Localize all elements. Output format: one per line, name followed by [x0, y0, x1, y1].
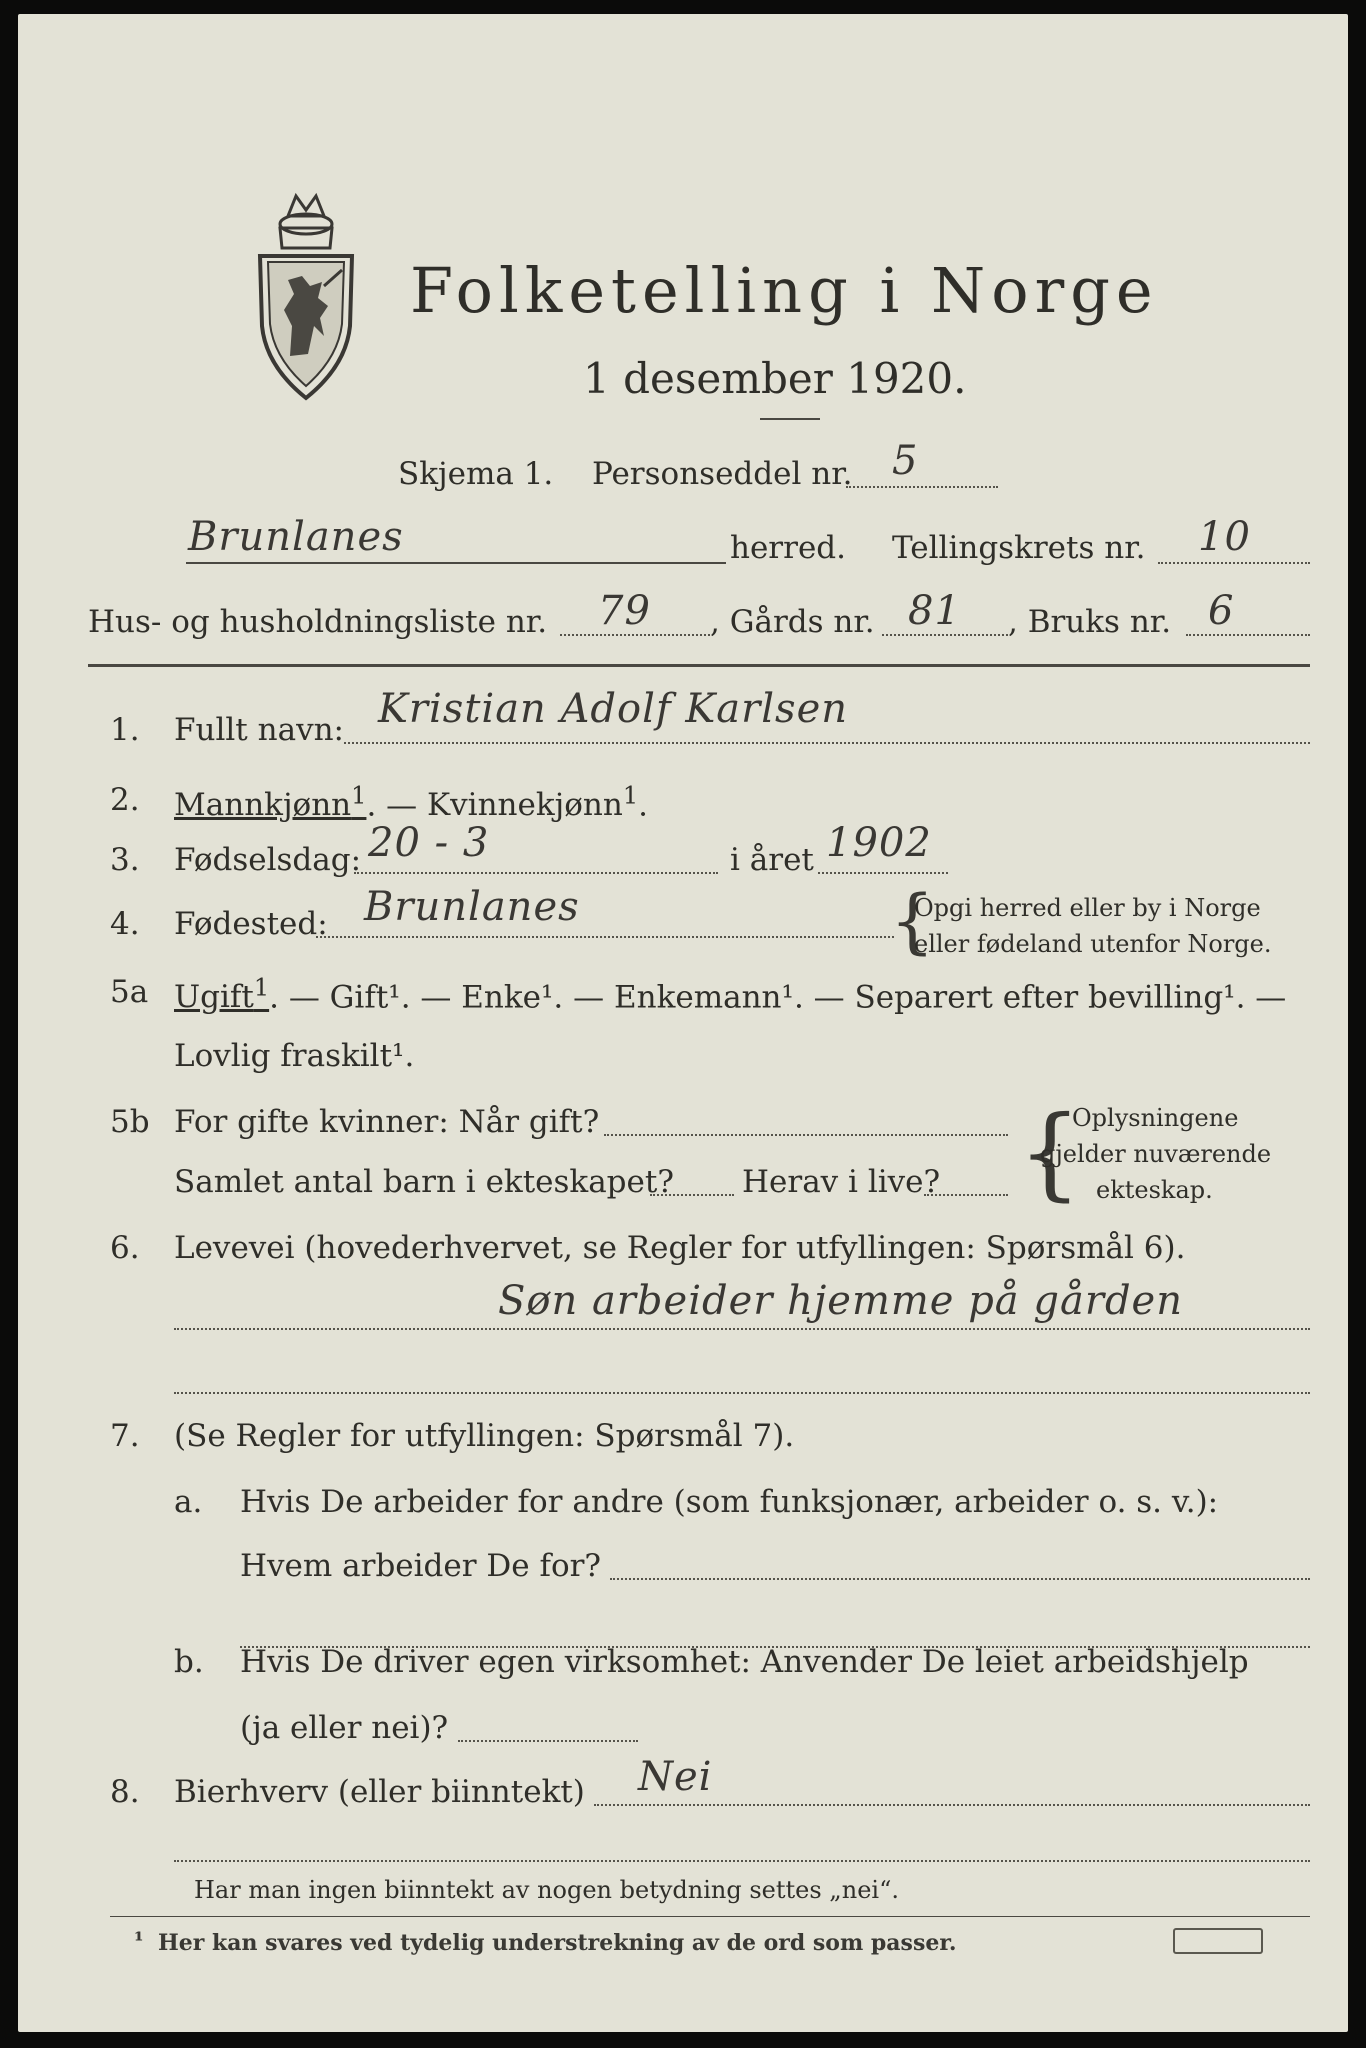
q7-number: 7. — [110, 1418, 140, 1454]
q5b-note-3: ekteskap. — [1096, 1176, 1213, 1204]
ugift-option[interactable]: Ugift$^1$ — [174, 974, 270, 1016]
personseddel-value[interactable]: 5 — [892, 438, 919, 484]
occupation-value[interactable]: Søn arbeider hjemme på gården — [498, 1278, 1183, 1324]
husliste-value[interactable]: 79 — [598, 588, 651, 634]
q7b-label-2: (ja eller nei)? — [240, 1710, 449, 1746]
q5b-label-3: Herav i live? — [742, 1164, 941, 1200]
aret-label: i året — [730, 842, 814, 878]
q7b-label-1: Hvis De driver egen virksomhet: Anvender De leiet arbeidshjelp — [240, 1644, 1249, 1680]
census-form: Folketelling i Norge 1 desember 1920. Skjema 1. Personseddel nr. 5 Brunlanes herred. Tellingskrets nr. 10 Hus- og husholdningsliste nr. 79 , Gårds nr. 81 , Bruks nr. 6 1. Fullt navn: Kristian Adolf Karlsen 2. Mannkjønn$^1$. — Kvinnekjønn$^1$. 3. Fødselsdag: 20 - 3 i året 1902 4. Fødested: Brunlanes { Opgi herred eller by i Norge eller fødeland utenfor Norge. 5a Ugift$^1$. — Gift¹. — Enke¹. — Enkemann¹. — Separert efter bevilling¹. — Lovlig fraskilt¹. 5b For gifte kvinner: Når gift? Samlet antal barn i ekteskapet? Herav i live? { Oplysningene gjelder nuværende ekteskap. 6. Levevei (hovederhvervet, se Regler for utfyllingen: Spørsmål 6). Søn arbeider hjemme på gården 7. (Se Regler for utfyllingen: Spørsmål 7). a. Hvis De arbeider for andre (som funksjonær, arbeider o. s. v.): Hvem arbeider De for? b. Hvis De driver egen virksomhet: Anvender De leiet arbeidshjelp (ja eller nei)? 8. Bierhverv (eller biinntekt) Nei Har man ingen biinntekt av nogen betydning settes „nei“. ¹ Her kan svares ved tydelig understrekning av de ord som passer. — [18, 14, 1348, 2032]
marital-status-options: Ugift$^1$. — Gift¹. — Enke¹. — Enkemann¹. — Separert efter bevilling¹. — — [174, 974, 1287, 1016]
birthplace-note-2: eller fødeland utenfor Norge. — [914, 930, 1272, 958]
mannkjonn-option[interactable]: Mannkjønn$^1$ — [174, 782, 367, 824]
q6-number: 6. — [110, 1230, 140, 1266]
kvinnekjonn-option[interactable]: Kvinnekjønn$^1$ — [427, 782, 639, 824]
birth-year-value[interactable]: 1902 — [826, 820, 932, 866]
q5b-number: 5b — [110, 1104, 150, 1140]
census-date: 1 desember 1920. — [583, 354, 967, 403]
q2-number: 2. — [110, 782, 140, 818]
q7b-letter: b. — [174, 1644, 204, 1680]
birthdate-value[interactable]: 20 - 3 — [368, 820, 490, 866]
bruks-value[interactable]: 6 — [1208, 588, 1235, 634]
bruks-label: , Bruks nr. — [1008, 604, 1172, 640]
title-divider — [760, 418, 820, 420]
side-income-value[interactable]: Nei — [638, 1754, 713, 1800]
tellingskrets-value[interactable]: 10 — [1198, 514, 1251, 560]
q8-number: 8. — [110, 1774, 140, 1810]
q1-number: 1. — [110, 712, 140, 748]
birthplace-note-1: Opgi herred eller by i Norge — [914, 894, 1261, 922]
q1-label: Fullt navn: — [174, 712, 344, 748]
q7a-label-2: Hvem arbeider De for? — [240, 1548, 602, 1584]
q3-label: Fødselsdag: — [174, 842, 362, 878]
q8-label: Bierhverv (eller biinntekt) — [174, 1774, 585, 1810]
q5b-note-2: gjelder nuværende — [1040, 1140, 1272, 1168]
biinntekt-note: Har man ingen biinntekt av nogen betydning settes „nei“. — [194, 1876, 899, 1904]
q5a-number: 5a — [110, 974, 149, 1010]
birthplace-value[interactable]: Brunlanes — [364, 884, 580, 930]
hired-help-field[interactable] — [458, 1740, 638, 1742]
q6-label: Levevei (hovederhvervet, se Regler for utfyllingen: Spørsmål 6). — [174, 1230, 1186, 1266]
gards-label: , Gårds nr. — [710, 604, 875, 640]
q4-number: 4. — [110, 906, 140, 942]
norwegian-coat-of-arms-icon — [246, 186, 366, 406]
q2-options: Mannkjønn$^1$. — Kvinnekjønn$^1$. — [174, 782, 648, 824]
footnote-mark: ¹ — [134, 1928, 144, 1954]
q5b-label-1: For gifte kvinner: Når gift? — [174, 1104, 600, 1140]
q7-label: (Se Regler for utfyllingen: Spørsmål 7). — [174, 1418, 795, 1454]
q7a-letter: a. — [174, 1484, 203, 1520]
footnote-text: Her kan svares ved tydelig understrekning av de ord som passer. — [158, 1930, 957, 1956]
personseddel-label: Personseddel nr. — [592, 456, 853, 492]
q3-number: 3. — [110, 842, 140, 878]
q5b-note-1: Oplysningene — [1072, 1104, 1239, 1132]
printer-stamp — [1173, 1928, 1263, 1954]
q5b-label-2: Samlet antal barn i ekteskapet? — [174, 1164, 674, 1200]
skjema-label: Skjema 1. — [398, 456, 554, 492]
husliste-label: Hus- og husholdningsliste nr. — [88, 604, 548, 640]
employer-field[interactable] — [610, 1578, 1310, 1580]
tellingskrets-label: Tellingskrets nr. — [892, 530, 1146, 566]
q4-label: Fødested: — [174, 906, 328, 942]
full-name-value[interactable]: Kristian Adolf Karlsen — [378, 686, 849, 732]
gards-value[interactable]: 81 — [908, 588, 961, 634]
header-divider — [88, 664, 1310, 667]
herred-label: herred. — [730, 530, 846, 566]
q7a-label-1: Hvis De arbeider for andre (som funksjonær, arbeider o. s. v.): — [240, 1484, 1219, 1520]
herred-value[interactable]: Brunlanes — [188, 514, 404, 560]
lovlig-fraskilt-option[interactable]: Lovlig fraskilt¹. — [174, 1038, 415, 1074]
form-title: Folketelling i Norge — [410, 254, 1159, 327]
